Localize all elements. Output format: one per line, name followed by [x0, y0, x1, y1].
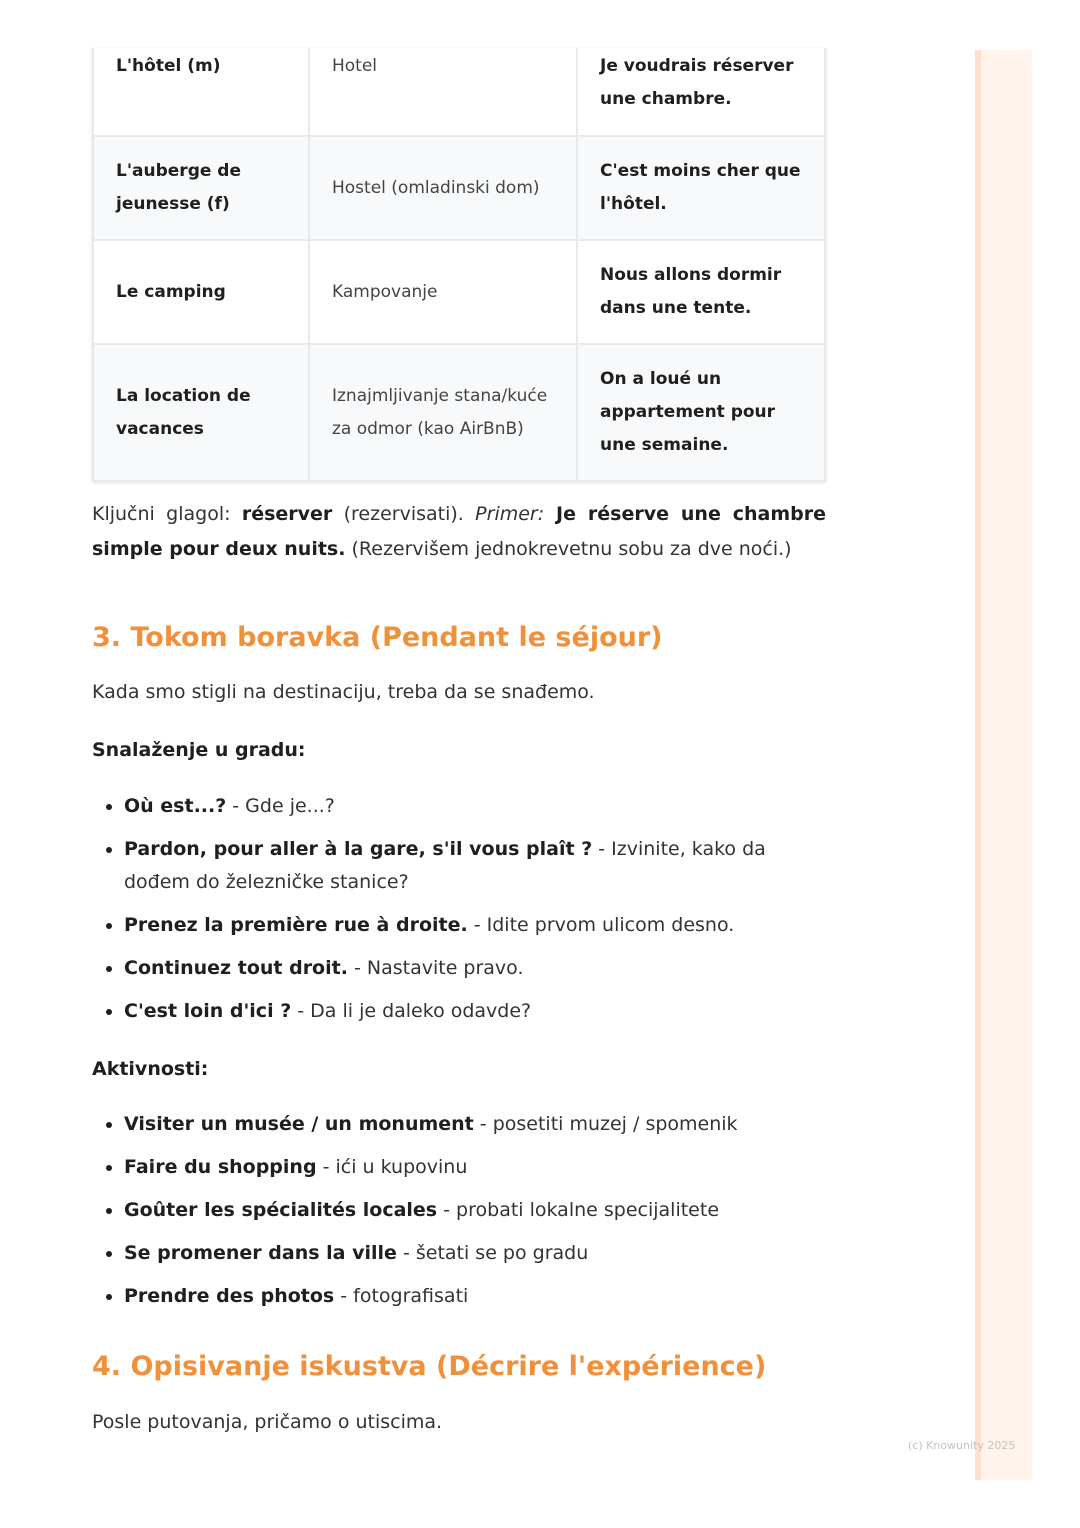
translation-cell: Hotel — [309, 48, 577, 136]
phrase-french: C'est loin d'ici ? — [124, 1000, 292, 1022]
key-verb-gloss: (rezervisati). — [332, 503, 476, 525]
phrase-serbian: - Idite prvom ulicom desno. — [467, 914, 735, 936]
phrase-serbian: - Da li je daleko odavde? — [291, 1000, 532, 1022]
copyright-footer: (c) Knowunity 2025 — [908, 1439, 1016, 1452]
table-row — [93, 344, 825, 481]
list-item — [124, 1237, 824, 1270]
key-verb: réserver — [241, 503, 333, 525]
phrase-french: Où est...? — [124, 795, 227, 817]
phrase-serbian: - Nastavite pravo. — [347, 957, 524, 979]
table-row — [93, 48, 825, 136]
translation-cell: Iznajmljivanje stana/kuće za odmor (kao AirBnB) — [309, 344, 577, 481]
activity-french: Visiter un musée / un monument — [124, 1113, 474, 1135]
list-item — [124, 1194, 824, 1227]
list-item — [124, 995, 824, 1028]
activity-french: Faire du shopping — [124, 1156, 317, 1178]
accommodation-vocab-table — [92, 48, 826, 482]
orientation-subheading: Snalaženje u gradu: — [92, 739, 306, 761]
activity-serbian: - ići u kupovinu — [316, 1156, 468, 1178]
activity-serbian: - probati lokalne specijalitete — [437, 1199, 720, 1221]
phrase-french: Pardon, pour aller à la gare, s'il vous plaît ? — [124, 838, 593, 860]
term-cell: Le camping — [93, 240, 309, 344]
activity-french: Prendre des photos — [124, 1285, 335, 1307]
phrase-serbian: - Izvinite, kako da dođem do železničke stanice? — [124, 838, 766, 893]
term-cell: L'hôtel (m) — [93, 48, 309, 136]
section-4-intro: Posle putovanja, pričamo o utiscima. — [92, 1411, 443, 1433]
list-item — [124, 1151, 824, 1184]
example-french: Je réserve une chambre simple pour deux nuits. — [92, 503, 826, 560]
side-decoration-line — [975, 50, 981, 1480]
phrase-serbian: - Gde je...? — [226, 795, 335, 817]
phrase-french: Prenez la première rue à droite. — [124, 914, 468, 936]
table-row — [93, 240, 825, 344]
list-item — [124, 790, 824, 823]
orientation-phrase-list — [92, 790, 824, 1038]
term-cell: L'auberge de jeunesse (f) — [93, 136, 309, 240]
key-verb-paragraph — [92, 497, 826, 567]
section-4-heading: 4. Opisivanje iskustva (Décrire l'expérience) — [92, 1351, 767, 1382]
activity-serbian: - fotografisati — [334, 1285, 469, 1307]
list-item — [124, 833, 824, 899]
table-row — [93, 136, 825, 240]
list-item — [124, 1108, 824, 1141]
section-3-intro: Kada smo stigli na destinaciju, treba da se snađemo. — [92, 681, 595, 703]
key-verb-prefix: Ključni glagol: — [92, 503, 242, 525]
example-cell: Nous allons dormir dans une tente. — [577, 240, 825, 344]
activity-french: Se promener dans la ville — [124, 1242, 397, 1264]
section-3-heading: 3. Tokom boravka (Pendant le séjour) — [92, 622, 663, 653]
phrase-french: Continuez tout droit. — [124, 957, 348, 979]
activities-list — [92, 1108, 824, 1323]
activities-subheading: Aktivnosti: — [92, 1058, 209, 1080]
example-label: Primer: — [475, 503, 545, 525]
term-cell: La location de vacances — [93, 344, 309, 481]
activity-serbian: - šetati se po gradu — [396, 1242, 589, 1264]
activity-serbian: - posetiti muzej / spomenik — [473, 1113, 738, 1135]
list-item — [124, 1280, 824, 1313]
example-cell: C'est moins cher que l'hôtel. — [577, 136, 825, 240]
translation-cell: Hostel (omladinski dom) — [309, 136, 577, 240]
side-decoration-strip — [975, 50, 1032, 1480]
translation-cell: Kampovanje — [309, 240, 577, 344]
activity-french: Goûter les spécialités locales — [124, 1199, 438, 1221]
list-item — [124, 909, 824, 942]
example-serbian: (Rezervišem jednokrevetnu sobu za dve noći.) — [345, 538, 792, 560]
example-cell: Je voudrais réserver une chambre. — [577, 48, 825, 136]
list-item — [124, 952, 824, 985]
example-cell: On a loué un appartement pour une semaine. — [577, 344, 825, 481]
